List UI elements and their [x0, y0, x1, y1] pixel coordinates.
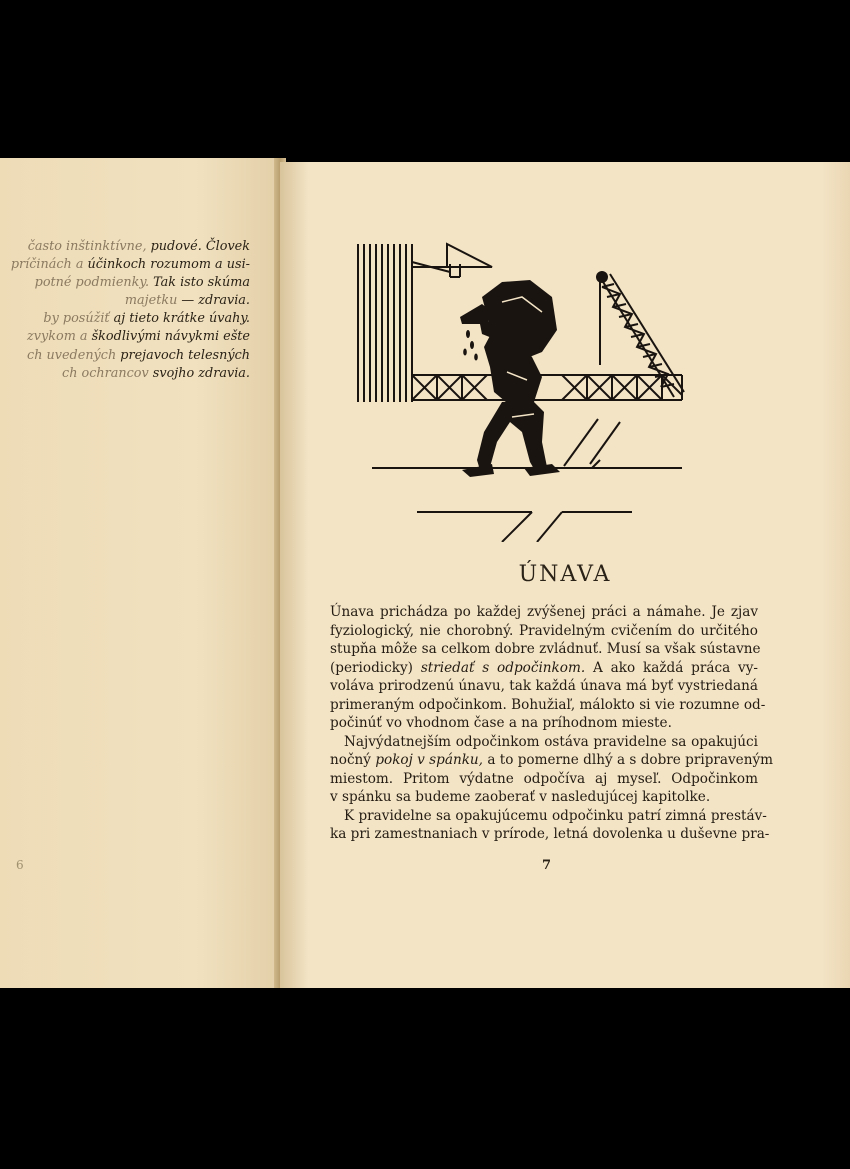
paragraph: [330, 807, 770, 844]
left-page-line-faded-text: potné podmienky.: [34, 275, 150, 291]
left-page-line-faded-text: príčinách a: [10, 257, 84, 273]
text-line: stupňa môže sa celkom dobre zvládnuť. Musí sa však sústavne: [330, 641, 761, 657]
right-page-number: 7: [542, 858, 552, 873]
text-line: primeraným odpočinkom. Bohužiaľ, málokto si vie rozumne od-: [330, 696, 766, 713]
left-page-line-text: pudové. Človek: [146, 239, 250, 254]
left-page-line-faded-text: ch uvedených: [27, 347, 117, 363]
left-page-line-faded-text: by posúžiť: [43, 311, 110, 327]
text-line: ka pri zamestnaniach v prírode, letná dovolenka u duševne pra-: [330, 826, 770, 842]
text-line: (periodicky) striedať s odpočinkom. A ako každá práca vy-: [330, 659, 758, 676]
right-page: [280, 162, 850, 988]
text-line: Najvýdatnejším odpočinkom ostáva pravidelne sa opakujúci: [344, 733, 758, 750]
left-page-line-faded-text: majetku: [124, 293, 178, 309]
text-line: počinúť vo vhodnom čase a na príhodnom mieste.: [330, 715, 672, 731]
text-line: fyziologický, nie chorobný. Pravidelným cvičením do určitého: [330, 622, 758, 639]
text-line: miestom. Pritom výdatne odpočíva aj myseľ. Odpočinkom: [330, 770, 758, 787]
left-page-line: [0, 274, 250, 292]
left-page-line: [0, 347, 250, 365]
text-line: Únava prichádza po každej zvýšenej práci a námahe. Je zjav: [330, 604, 758, 620]
paragraph: [330, 733, 774, 807]
left-page-line-faded-text: zvykom a: [27, 329, 88, 345]
tired-worker-illustration: [352, 242, 692, 542]
left-page-line-text: svojho zdravia.: [148, 365, 250, 381]
text-line: voláva prirodzenú únavu, tak každá únava má byť vystriedaná: [330, 678, 758, 694]
left-page-line-text: Tak isto skúma: [149, 275, 250, 291]
left-page-line: [0, 310, 250, 328]
left-page-number: 6: [16, 858, 24, 872]
paragraph: [330, 603, 766, 733]
left-page-line-text: prejavoch telesných: [116, 347, 250, 363]
left-page-line: [0, 256, 250, 274]
text-line: v spánku sa budeme zaoberať v nasledujúcej kapitolke.: [330, 789, 711, 805]
left-page-line-text: účinkoch rozumom a usi-: [83, 257, 250, 273]
left-page-line-faded-text: ch ochrancov: [62, 365, 149, 381]
emphasized-text: striedať s odpočinkom.: [420, 659, 586, 676]
left-page: [0, 158, 280, 988]
left-page-line-text: — zdravia.: [177, 293, 250, 309]
left-page-line: [0, 328, 250, 346]
chapter-body-text: [330, 603, 774, 844]
left-page-line: [0, 238, 250, 256]
chapter-title: ÚNAVA: [518, 562, 612, 587]
text-line: K pravidelne sa opakujúcemu odpočinku patrí zimná prestáv-: [344, 807, 767, 824]
left-page-line-text: aj tieto krátke úvahy.: [109, 311, 250, 327]
left-page-line-text: škodlivými návykmi ešte: [87, 329, 250, 345]
left-page-line: [0, 365, 250, 383]
left-page-line-faded-text: často inštinktívne,: [27, 239, 147, 254]
emphasized-text: pokoj v spánku,: [375, 752, 484, 768]
text-line: nočný pokoj v spánku, a to pomerne dlhý a s dobre pripraveným: [330, 752, 774, 768]
left-page-line: [0, 292, 250, 310]
left-page-text: [0, 238, 250, 383]
